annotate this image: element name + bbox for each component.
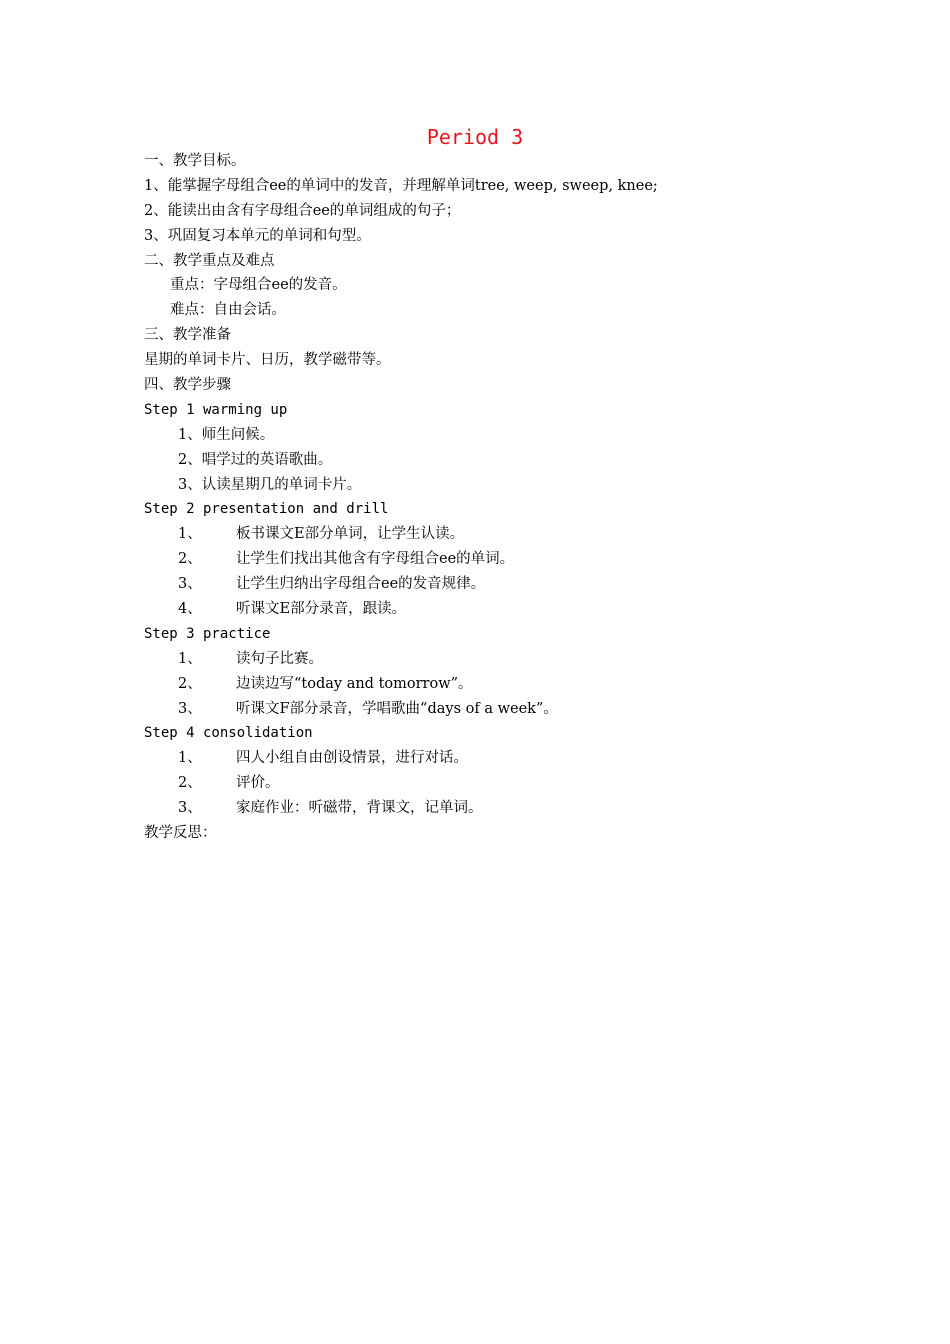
step2-item-1-text: 板书课文E部分单词，让学生认读。 [236,526,465,543]
step2-item-4-text: 听课文E部分录音，跟读。 [236,601,407,618]
step2-heading: Step 2 presentation and drill [144,501,389,518]
step3-item-3 [144,697,844,722]
step3-item-2 [144,672,844,697]
step3-heading: Step 3 practice [144,625,271,642]
focus-heading: 二、教学重点及难点 [144,252,275,269]
goal-item-2: 2、能读出由含有字母组合ee的单词组成的句子； [144,202,461,219]
step4-heading: Step 4 consolidation [144,725,313,742]
prep-heading: 三、教学准备 [144,327,231,344]
step4-item-2-number: 2、 [178,775,202,792]
step4-item-3-number: 3、 [178,800,202,817]
step1-item-1: 1、师生问候。 [178,426,275,443]
steps-heading: 四、教学步骤 [144,377,231,394]
reflection-label: 教学反思： [144,825,217,842]
step4-item-2 [144,771,844,796]
step3-item-2-number: 2、 [178,675,202,692]
goal-item-1: 1、能掌握字母组合ee的单词中的发音，并理解单词tree, weep, sweep, knee; [144,177,658,194]
step1-item-2: 2、唱学过的英语歌曲。 [178,451,333,468]
step1-heading: Step 1 warming up [144,401,288,418]
step3-item-3-text: 听课文F部分录音，学唱歌曲“days of a week”。 [236,700,558,717]
step4-item-1 [144,746,844,771]
step2-item-3 [144,572,844,597]
step3-item-1 [144,647,844,672]
step2-item-1 [144,522,844,547]
goals-heading: 一、教学目标。 [144,153,246,169]
step2-item-2-number: 2、 [178,551,202,568]
step4-item-1-number: 1、 [178,750,202,767]
goal-item-3: 3、巩固复习本单元的单词和句型。 [144,227,371,244]
step4-item-1-text: 四人小组自由创设情景，进行对话。 [236,750,468,767]
document-body [144,149,844,846]
step2-item-2-text: 让学生们找出其他含有字母组合ee的单词。 [236,551,515,568]
step2-item-3-text: 让学生归纳出字母组合ee的发音规律。 [236,576,486,593]
step1-item-3: 3、认读星期几的单词卡片。 [178,476,362,493]
step4-item-3-text: 家庭作业：听磁带，背课文，记单词。 [236,800,483,817]
prep-text: 星期的单词卡片、日历，教学磁带等。 [144,352,391,369]
document-title: Period 3 [426,125,524,149]
focus-key-point: 重点：字母组合ee的发音。 [170,277,347,294]
step3-item-1-text: 读句子比赛。 [236,650,323,667]
step2-item-4 [144,597,844,622]
step2-item-1-number: 1、 [178,526,202,543]
step2-item-4-number: 4、 [178,601,202,618]
step4-item-2-text: 评价。 [236,775,280,792]
step3-item-2-text: 边读边写“today and tomorrow”。 [236,675,473,692]
step2-item-2 [144,547,844,572]
step3-item-1-number: 1、 [178,650,202,667]
step3-item-3-number: 3、 [178,700,202,717]
focus-difficult-point: 难点：自由会话。 [170,302,286,319]
step2-item-3-number: 3、 [178,576,202,593]
step4-item-3 [144,796,844,821]
